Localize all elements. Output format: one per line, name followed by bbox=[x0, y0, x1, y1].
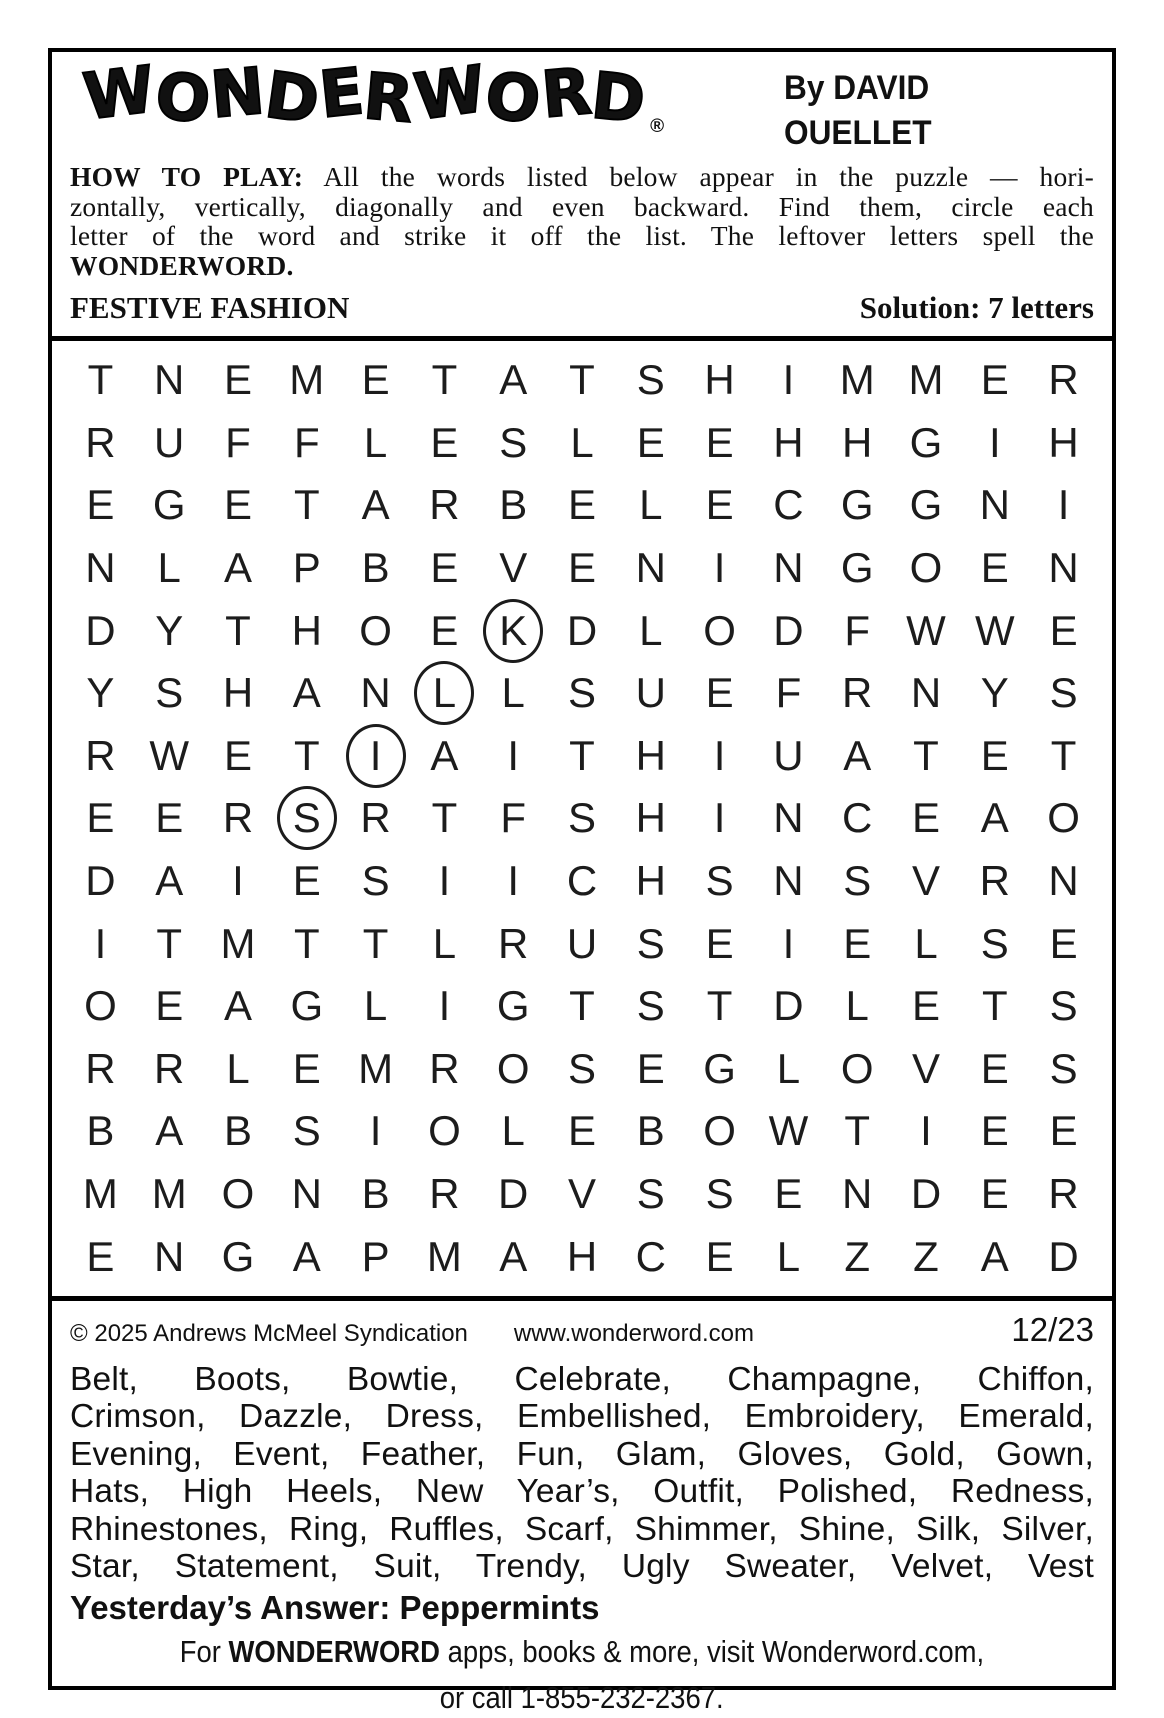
grid-cell[interactable]: M bbox=[358, 1044, 394, 1092]
grid-cell-circled[interactable]: K bbox=[479, 599, 548, 662]
grid-cell[interactable]: S bbox=[292, 1107, 321, 1155]
grid-cell[interactable]: R bbox=[1048, 1170, 1079, 1218]
grid-cell[interactable]: F bbox=[775, 669, 802, 717]
grid-cell[interactable]: R bbox=[429, 1170, 460, 1218]
grid-cell[interactable]: T bbox=[431, 356, 458, 404]
grid-cell[interactable]: D bbox=[498, 1170, 529, 1218]
grid-cell[interactable]: R bbox=[429, 481, 460, 529]
grid-cell[interactable]: I bbox=[713, 794, 726, 842]
grid-cell[interactable]: O bbox=[221, 1170, 255, 1218]
grid-cell[interactable]: V bbox=[567, 1170, 596, 1218]
grid-cell[interactable]: E bbox=[980, 544, 1009, 592]
grid-cell[interactable]: T bbox=[981, 982, 1008, 1030]
grid-cell[interactable]: Y bbox=[980, 669, 1009, 717]
grid-cell[interactable]: E bbox=[223, 731, 252, 779]
grid-cell-circled[interactable]: L bbox=[410, 662, 479, 725]
grid-cell[interactable]: D bbox=[85, 857, 116, 905]
grid-cell[interactable]: S bbox=[705, 1170, 734, 1218]
grid-cell[interactable]: N bbox=[635, 544, 666, 592]
grid-cell[interactable]: E bbox=[980, 356, 1009, 404]
grid-cell[interactable]: D bbox=[773, 606, 804, 654]
word-list-line: Star, Statement, Suit, Trendy, Ugly Sweater, Velvet, Vest bbox=[70, 1548, 1094, 1586]
grid-cell[interactable]: H bbox=[291, 606, 322, 654]
grid-cell[interactable]: D bbox=[85, 606, 116, 654]
grid-cell[interactable]: I bbox=[232, 857, 244, 905]
grid-cell[interactable]: E bbox=[774, 1170, 803, 1218]
grid-cell[interactable]: S bbox=[1049, 669, 1078, 717]
grid-cell[interactable]: L bbox=[776, 1044, 801, 1092]
grid-cell[interactable]: N bbox=[360, 669, 391, 717]
grid-cell[interactable]: A bbox=[980, 1232, 1009, 1280]
grid-cell[interactable]: D bbox=[566, 606, 598, 654]
grid-cell[interactable]: U bbox=[635, 669, 666, 717]
grid-cell[interactable]: E bbox=[155, 794, 184, 842]
grid-cell[interactable]: G bbox=[840, 544, 874, 592]
grid-cell[interactable]: S bbox=[636, 1170, 665, 1218]
letter-grid bbox=[66, 349, 1098, 1288]
grid-cell[interactable]: B bbox=[223, 1107, 252, 1155]
grid-cell[interactable]: E bbox=[567, 544, 596, 592]
puzzle-date: 12/23 bbox=[1011, 1310, 1094, 1348]
website-link[interactable]: www.wonderword.com bbox=[513, 1319, 754, 1347]
grid-cell[interactable]: U bbox=[773, 731, 804, 779]
grid-cell[interactable]: R bbox=[85, 731, 116, 779]
grid-cell[interactable]: O bbox=[703, 1107, 736, 1155]
grid-cell[interactable]: E bbox=[361, 356, 390, 404]
grid-cell[interactable]: L bbox=[914, 919, 938, 967]
logo-letter: W bbox=[409, 52, 491, 136]
grid-cell[interactable]: W bbox=[974, 606, 1015, 654]
logo-letter: D bbox=[587, 59, 650, 139]
grid-cell[interactable]: E bbox=[705, 669, 734, 717]
grid-cell[interactable]: L bbox=[501, 1107, 525, 1155]
grid-cell[interactable]: G bbox=[840, 481, 874, 529]
promo-line2: or call 1-855-232-2367. bbox=[440, 1680, 724, 1715]
word-list bbox=[52, 1353, 1112, 1586]
grid-cell[interactable]: G bbox=[221, 1232, 255, 1280]
grid-cell[interactable]: I bbox=[713, 544, 726, 592]
grid-cell[interactable]: H bbox=[773, 418, 804, 466]
grid-cell[interactable]: T bbox=[1050, 731, 1077, 779]
grid-cell[interactable]: E bbox=[292, 857, 321, 905]
logo-letter: O bbox=[481, 58, 546, 140]
grid-cell[interactable]: T bbox=[569, 356, 595, 404]
grid-cell[interactable]: Y bbox=[86, 669, 115, 717]
grid-cell[interactable]: H bbox=[635, 857, 666, 905]
grid-cell[interactable]: L bbox=[363, 982, 388, 1030]
logo-letter: E bbox=[315, 54, 368, 134]
grid-cell[interactable]: E bbox=[980, 731, 1009, 779]
copyright-text: © 2025 Andrews McMeel Syndication bbox=[70, 1319, 468, 1347]
grid-cell[interactable]: E bbox=[430, 418, 459, 466]
grid-cell[interactable]: H bbox=[635, 731, 666, 779]
grid-cell[interactable]: V bbox=[911, 857, 940, 905]
promo-line1: For WONDERWORD apps, books & more, visit Wonderword.com, bbox=[179, 1634, 985, 1669]
grid-cell[interactable]: E bbox=[86, 1232, 115, 1280]
grid-cell[interactable]: M bbox=[426, 1232, 462, 1280]
grid-cell[interactable]: S bbox=[1049, 1044, 1078, 1092]
grid-cell[interactable]: H bbox=[704, 356, 735, 404]
grid-cell[interactable]: N bbox=[979, 481, 1010, 529]
grid-cell[interactable]: E bbox=[705, 481, 734, 529]
grid-cell[interactable]: L bbox=[363, 418, 388, 466]
word-list-line: Evening, Event, Feather, Fun, Glam, Gloves, Gold, Gown, bbox=[70, 1435, 1094, 1473]
grid-cell[interactable]: E bbox=[911, 982, 940, 1030]
grid-cell[interactable]: E bbox=[1049, 1107, 1078, 1155]
grid-cell[interactable]: E bbox=[636, 418, 665, 466]
grid-cell[interactable]: A bbox=[499, 1232, 528, 1280]
grid-cell[interactable]: O bbox=[496, 1044, 530, 1092]
promo-brand: WONDERWORD bbox=[228, 1634, 441, 1669]
grid-cell[interactable]: N bbox=[1048, 857, 1079, 905]
grid-cell[interactable]: E bbox=[223, 481, 252, 529]
byline-line1: By DAVID bbox=[784, 69, 930, 107]
grid-cell[interactable]: S bbox=[843, 857, 872, 905]
grid-cell[interactable]: I bbox=[1057, 481, 1070, 529]
grid-cell[interactable]: V bbox=[911, 1044, 940, 1092]
grid-cell[interactable]: R bbox=[842, 669, 873, 717]
grid-cell[interactable]: M bbox=[220, 919, 256, 967]
grid-cell[interactable]: E bbox=[155, 982, 184, 1030]
how-to-play-line1: HOW TO PLAY: All the words listed below appear in the puzzle — hori- bbox=[70, 161, 1094, 192]
grid-cell[interactable]: E bbox=[980, 1044, 1009, 1092]
grid-cell[interactable]: N bbox=[773, 544, 804, 592]
grid-cell[interactable]: C bbox=[635, 1232, 666, 1280]
grid-cell[interactable]: E bbox=[567, 1107, 596, 1155]
grid-cell[interactable]: S bbox=[567, 1044, 596, 1092]
grid-cell[interactable]: O bbox=[703, 606, 736, 654]
grid-cell[interactable]: N bbox=[154, 356, 185, 404]
grid-cell[interactable]: H bbox=[1048, 418, 1079, 466]
byline-line2: OUELLET bbox=[784, 113, 932, 152]
grid-cell[interactable]: M bbox=[289, 356, 325, 404]
grid-cell[interactable]: E bbox=[980, 1107, 1009, 1155]
grid-cell[interactable]: A bbox=[430, 731, 459, 779]
grid-cell[interactable]: A bbox=[361, 481, 390, 529]
grid-cell[interactable]: N bbox=[291, 1170, 322, 1218]
grid-cell[interactable]: L bbox=[845, 982, 869, 1030]
grid-cell[interactable]: R bbox=[979, 857, 1010, 905]
grid-cell[interactable]: M bbox=[151, 1170, 187, 1218]
grid-cell[interactable]: B bbox=[86, 1107, 115, 1155]
grid-cell[interactable]: L bbox=[501, 669, 525, 717]
how-to-play-line3: letter of the word and strike it off the list. The leftover letters spell the bbox=[70, 220, 1094, 251]
grid-cell[interactable]: T bbox=[431, 794, 458, 842]
grid-cell[interactable]: H bbox=[566, 1232, 598, 1280]
grid-cell[interactable]: G bbox=[496, 982, 530, 1030]
grid-cell[interactable]: I bbox=[988, 418, 1001, 466]
logo-letter: R bbox=[361, 59, 418, 139]
grid-cell[interactable]: L bbox=[639, 481, 663, 529]
grid-cell[interactable]: A bbox=[292, 669, 321, 717]
logo-letter: N bbox=[207, 54, 269, 134]
grid-cell[interactable]: F bbox=[844, 606, 871, 654]
grid-cell[interactable]: I bbox=[713, 731, 726, 779]
grid-cell[interactable]: G bbox=[703, 1044, 736, 1092]
grid-cell[interactable]: T bbox=[293, 481, 320, 529]
theme-row bbox=[52, 280, 1112, 336]
grid-cell[interactable]: R bbox=[498, 919, 529, 967]
grid-cell[interactable]: R bbox=[85, 1044, 116, 1092]
grid-cell[interactable]: W bbox=[149, 731, 190, 779]
how-to-play-line4: WONDERWORD. bbox=[70, 249, 294, 281]
byline bbox=[784, 64, 1072, 152]
grid-cell[interactable]: S bbox=[567, 669, 596, 717]
grid-cell[interactable]: S bbox=[361, 857, 390, 905]
grid-cell[interactable]: M bbox=[82, 1170, 118, 1218]
grid-cell[interactable]: T bbox=[293, 731, 320, 779]
grid-cell[interactable]: F bbox=[225, 418, 251, 466]
grid-cell[interactable]: E bbox=[705, 418, 734, 466]
grid-cell[interactable]: E bbox=[567, 481, 596, 529]
grid-cell[interactable]: A bbox=[155, 857, 184, 905]
grid-cell[interactable]: O bbox=[909, 544, 943, 592]
grid-cell[interactable]: N bbox=[773, 794, 804, 842]
how-to-play-line2: zontally, vertically, diagonally and even backward. Find them, circle each bbox=[70, 190, 1094, 222]
grid-cell[interactable]: A bbox=[843, 731, 872, 779]
grid-cell[interactable]: T bbox=[844, 1107, 871, 1155]
grid-cell[interactable]: O bbox=[1047, 794, 1080, 842]
grid-cell[interactable]: F bbox=[500, 794, 527, 842]
grid-cell[interactable]: S bbox=[1049, 982, 1078, 1030]
grid-cell[interactable]: A bbox=[499, 356, 528, 404]
grid-cell[interactable]: F bbox=[293, 418, 320, 466]
grid-cell[interactable]: T bbox=[293, 919, 320, 967]
puzzle-frame bbox=[48, 48, 1116, 1715]
grid-cell[interactable]: M bbox=[908, 356, 944, 404]
masthead bbox=[52, 52, 1112, 152]
grid-cell[interactable]: P bbox=[361, 1232, 390, 1280]
grid-cell[interactable]: L bbox=[226, 1044, 250, 1092]
grid-cell[interactable]: O bbox=[359, 606, 392, 654]
puzzle-theme: FESTIVE FASHION bbox=[70, 290, 350, 325]
grid-cell[interactable]: E bbox=[705, 1232, 734, 1280]
logo-letter: W bbox=[79, 52, 160, 136]
grid-cell[interactable]: E bbox=[1049, 919, 1078, 967]
grid-cell[interactable]: T bbox=[913, 731, 939, 779]
grid-cell[interactable]: S bbox=[155, 669, 184, 717]
grid-cell[interactable]: G bbox=[909, 481, 943, 529]
grid-cell[interactable]: O bbox=[84, 982, 117, 1030]
grid-cell[interactable]: C bbox=[842, 794, 873, 842]
grid-cell[interactable]: I bbox=[438, 982, 451, 1030]
grid-cell[interactable]: I bbox=[507, 857, 520, 905]
word-list-line: Belt, Boots, Bowtie, Celebrate, Champagne, Chiffon, bbox=[70, 1360, 1094, 1398]
grid-cell[interactable]: N bbox=[910, 669, 942, 717]
grid-cell[interactable]: T bbox=[362, 919, 389, 967]
grid-cell[interactable]: R bbox=[1048, 356, 1079, 404]
grid-cell[interactable]: M bbox=[839, 356, 875, 404]
grid-cell[interactable]: I bbox=[438, 857, 451, 905]
grid-cell[interactable]: O bbox=[840, 1044, 874, 1092]
grid-cell[interactable]: D bbox=[773, 982, 804, 1030]
grid-cell-circled[interactable]: I bbox=[341, 725, 410, 788]
grid-cell[interactable]: S bbox=[567, 794, 596, 842]
grid-cell[interactable]: T bbox=[156, 919, 183, 967]
grid-cell[interactable]: G bbox=[909, 418, 943, 466]
grid-cell[interactable]: A bbox=[223, 544, 252, 592]
grid-cell[interactable]: W bbox=[768, 1107, 809, 1155]
grid-cell[interactable]: S bbox=[499, 418, 528, 466]
wonderword-logo bbox=[70, 52, 784, 152]
grid-cell[interactable]: L bbox=[432, 919, 457, 967]
grid-cell[interactable]: R bbox=[85, 418, 116, 466]
grid-cell[interactable]: N bbox=[773, 857, 804, 905]
grid-cell[interactable]: H bbox=[842, 418, 873, 466]
grid-cell[interactable]: N bbox=[1048, 544, 1079, 592]
logo-letter: R bbox=[538, 54, 595, 134]
grid-cell[interactable]: E bbox=[292, 1044, 321, 1092]
logo-letter: D bbox=[260, 58, 325, 140]
grid-cell[interactable]: B bbox=[361, 1170, 390, 1218]
grid-cell[interactable]: Z bbox=[844, 1232, 871, 1280]
grid-cell[interactable]: S bbox=[636, 919, 665, 967]
logo-letter: O bbox=[151, 59, 215, 139]
solution-label: Solution: 7 letters bbox=[859, 290, 1094, 325]
grid-cell[interactable]: R bbox=[222, 794, 254, 842]
grid-cell[interactable]: E bbox=[636, 1044, 665, 1092]
grid-cell[interactable]: E bbox=[223, 356, 252, 404]
grid-cell[interactable]: S bbox=[636, 356, 665, 404]
grid-cell[interactable]: I bbox=[782, 919, 795, 967]
letter-grid-section bbox=[52, 336, 1112, 1301]
grid-cell[interactable]: Y bbox=[155, 606, 184, 654]
grid-cell[interactable]: A bbox=[980, 794, 1009, 842]
grid-cell[interactable]: E bbox=[86, 481, 115, 529]
grid-cell[interactable]: U bbox=[154, 418, 185, 466]
grid-cell[interactable]: H bbox=[222, 669, 254, 717]
grid-cell[interactable]: R bbox=[360, 794, 391, 842]
grid-cell[interactable]: H bbox=[635, 794, 666, 842]
word-list-line: Crimson, Dazzle, Dress, Embellished, Embroidery, Emerald, bbox=[70, 1398, 1094, 1436]
grid-cell[interactable]: B bbox=[636, 1107, 665, 1155]
grid-cell[interactable]: T bbox=[706, 982, 733, 1030]
grid-cell[interactable]: V bbox=[499, 544, 528, 592]
grid-cell[interactable]: E bbox=[843, 919, 872, 967]
grid-cell[interactable]: E bbox=[1049, 606, 1078, 654]
grid-cell[interactable]: R bbox=[429, 1044, 460, 1092]
grid-cell[interactable]: G bbox=[290, 982, 324, 1030]
copyright-row bbox=[52, 1301, 1112, 1353]
grid-cell[interactable]: B bbox=[361, 544, 390, 592]
grid-cell[interactable]: C bbox=[773, 481, 804, 529]
grid-cell[interactable]: G bbox=[152, 481, 186, 529]
grid-cell[interactable]: D bbox=[910, 1170, 942, 1218]
grid-cell[interactable]: E bbox=[705, 919, 734, 967]
grid-cell[interactable]: O bbox=[428, 1107, 461, 1155]
grid-cell[interactable]: A bbox=[155, 1107, 184, 1155]
grid-cell[interactable]: A bbox=[223, 982, 252, 1030]
grid-cell[interactable]: L bbox=[776, 1232, 801, 1280]
grid-cell[interactable]: I bbox=[94, 919, 107, 967]
wonderword-logo-text bbox=[79, 52, 650, 140]
grid-cell[interactable]: S bbox=[636, 982, 665, 1030]
registered-trademark-icon: ® bbox=[650, 116, 665, 137]
grid-cell[interactable]: N bbox=[842, 1170, 873, 1218]
grid-cell[interactable]: B bbox=[499, 481, 528, 529]
grid-cell[interactable]: T bbox=[569, 731, 595, 779]
how-to-play bbox=[52, 152, 1112, 280]
grid-cell[interactable]: N bbox=[85, 544, 116, 592]
grid-cell[interactable]: T bbox=[225, 606, 251, 654]
grid-cell[interactable]: E bbox=[980, 1170, 1009, 1218]
grid-cell[interactable]: T bbox=[569, 982, 595, 1030]
word-list-line: Hats, High Heels, New Year’s, Outfit, Polished, Redness, bbox=[70, 1473, 1094, 1511]
grid-cell[interactable]: L bbox=[570, 418, 594, 466]
grid-cell[interactable]: I bbox=[920, 1107, 932, 1155]
grid-cell[interactable]: C bbox=[566, 857, 598, 905]
grid-cell[interactable]: W bbox=[906, 606, 946, 654]
grid-cell[interactable]: Z bbox=[913, 1232, 939, 1280]
how-to-play-label: HOW TO PLAY: bbox=[70, 161, 304, 192]
grid-cell[interactable]: N bbox=[154, 1232, 185, 1280]
grid-cell[interactable]: E bbox=[86, 794, 115, 842]
grid-cell[interactable]: L bbox=[639, 606, 663, 654]
grid-cell[interactable]: T bbox=[87, 356, 114, 404]
grid-cell[interactable]: S bbox=[980, 919, 1009, 967]
yesterday-answer: Yesterday’s Answer: Peppermints bbox=[70, 1588, 600, 1626]
grid-cell[interactable]: A bbox=[292, 1232, 321, 1280]
grid-cell[interactable]: E bbox=[430, 544, 459, 592]
grid-cell[interactable]: L bbox=[157, 544, 181, 592]
grid-cell[interactable]: R bbox=[154, 1044, 185, 1092]
grid-cell[interactable]: I bbox=[507, 731, 520, 779]
grid-cell[interactable]: U bbox=[566, 919, 598, 967]
grid-cell[interactable]: P bbox=[292, 544, 321, 592]
grid-cell[interactable]: I bbox=[782, 356, 795, 404]
grid-cell-circled[interactable]: S bbox=[272, 787, 341, 850]
grid-cell[interactable]: I bbox=[369, 1107, 382, 1155]
grid-cell[interactable]: E bbox=[911, 794, 940, 842]
grid-cell[interactable]: S bbox=[705, 857, 734, 905]
grid-cell[interactable]: D bbox=[1048, 1232, 1079, 1280]
grid-cell[interactable]: E bbox=[430, 606, 459, 654]
word-list-line: Rhinestones, Ring, Ruffles, Scarf, Shimmer, Shine, Silk, Silver, bbox=[70, 1510, 1094, 1548]
